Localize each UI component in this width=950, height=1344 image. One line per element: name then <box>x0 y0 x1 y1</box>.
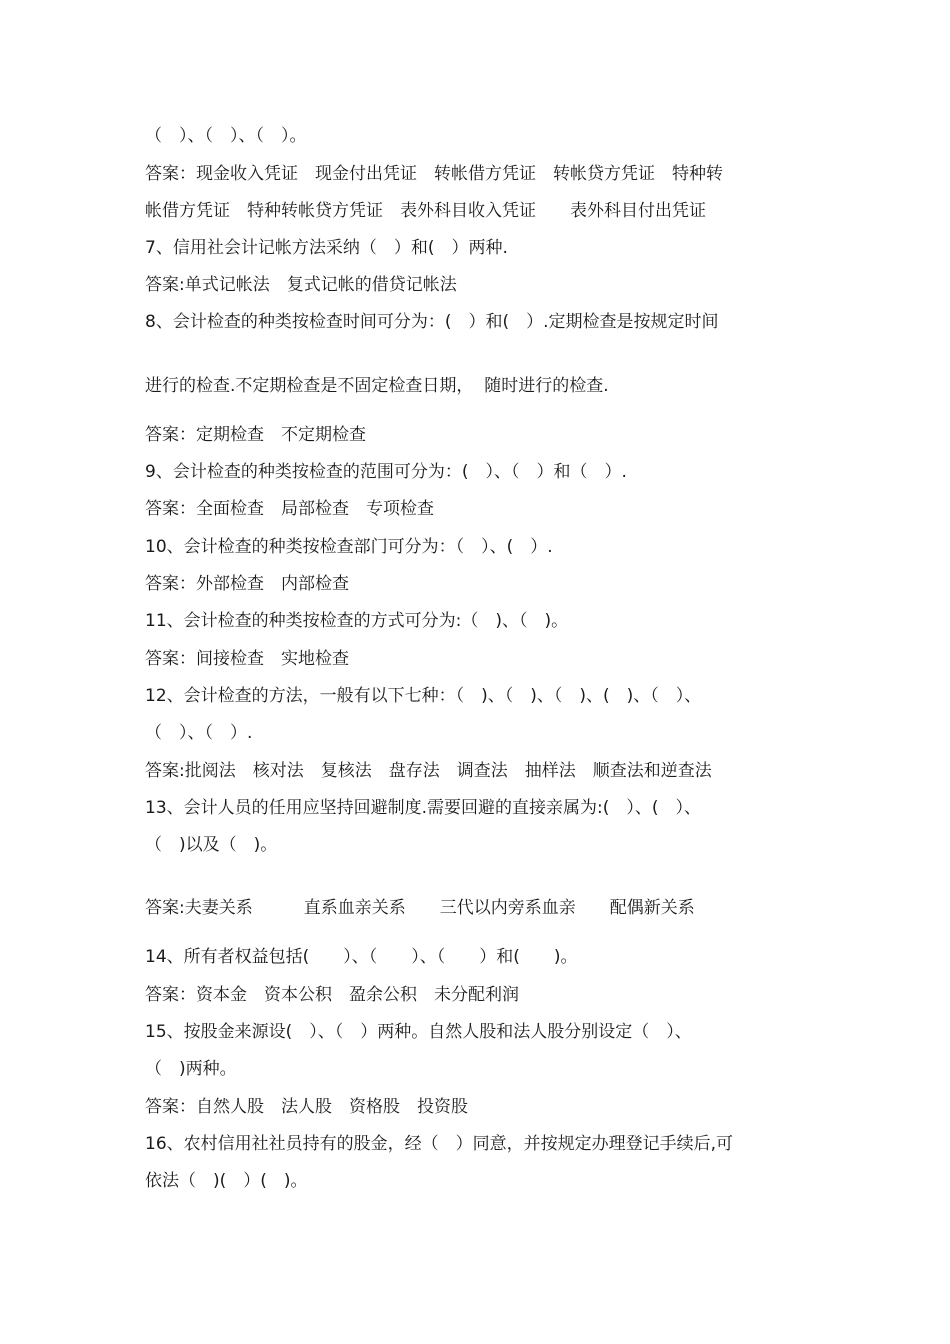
question-line: 7、信用社会计记帐方法采纳（ ）和( ）两种. <box>145 238 508 258</box>
text-line: （ )以及（ )。 <box>145 835 278 855</box>
answer-line: 答案:批阅法 核对法 复核法 盘存法 调查法 抽样法 顺查法和逆查法 <box>145 761 712 781</box>
question-line: 8、会计检查的种类按检查时间可分为：( ）和( ）.定期检查是按规定时间 <box>145 312 719 332</box>
answer-line: 答案：自然人股 法人股 资格股 投资股 <box>145 1097 468 1117</box>
answer-line: 答案：间接检查 实地检查 <box>145 649 349 669</box>
answer-line: 帐借方凭证 特种转帐贷方凭证 表外科目收入凭证 表外科目付出凭证 <box>145 201 706 221</box>
question-line: 9、会计检查的种类按检查的范围可分为：( ）、（ ）和（ ）. <box>145 462 627 482</box>
text-line: （ ）、（ ）、（ ）。 <box>145 126 307 146</box>
text-line: 依法（ )( ）( )。 <box>145 1171 308 1191</box>
question-line: 12、会计检查的方法，一般有以下七种：（ )、（ )、（ )、( )、（ ）、 <box>145 686 702 706</box>
question-line: 14、所有者权益包括( ）、（ ）、（ ）和( )。 <box>145 947 578 967</box>
answer-line: 答案：外部检查 内部检查 <box>145 574 349 594</box>
question-line: 16、农村信用社社员持有的股金，经（ ）同意，并按规定办理登记手续后,可 <box>145 1134 734 1154</box>
question-line: 11、会计检查的种类按检查的方式可分为:（ )、（ )。 <box>145 611 569 631</box>
answer-line: 答案:夫妻关系 直系血亲关系 三代以内旁系血亲 配偶新关系 <box>145 898 695 918</box>
text-line: 进行的检查.不定期检查是不固定检查日期， 随时进行的检查. <box>145 376 609 396</box>
answer-line: 答案：现金收入凭证 现金付出凭证 转帐借方凭证 转帐贷方凭证 特种转 <box>145 164 723 184</box>
text-line: （ ）、（ ）. <box>145 723 253 743</box>
question-line: 10、会计检查的种类按检查部门可分为：（ ）、( ）. <box>145 537 553 557</box>
answer-line: 答案：定期检查 不定期检查 <box>145 425 366 445</box>
question-line: 13、会计人员的任用应坚持回避制度.需要回避的直接亲属为:( ）、( ）、 <box>145 798 702 818</box>
answer-line: 答案：全面检查 局部检查 专项检查 <box>145 499 434 519</box>
text-line: （ )两种。 <box>145 1059 237 1079</box>
question-line: 15、按股金来源设( ）、（ ）两种。自然人股和法人股分别设定（ ）、 <box>145 1022 692 1042</box>
answer-line: 答案:单式记帐法 复式记帐的借贷记帐法 <box>145 275 457 295</box>
answer-line: 答案：资本金 资本公积 盈余公积 未分配利润 <box>145 985 519 1005</box>
